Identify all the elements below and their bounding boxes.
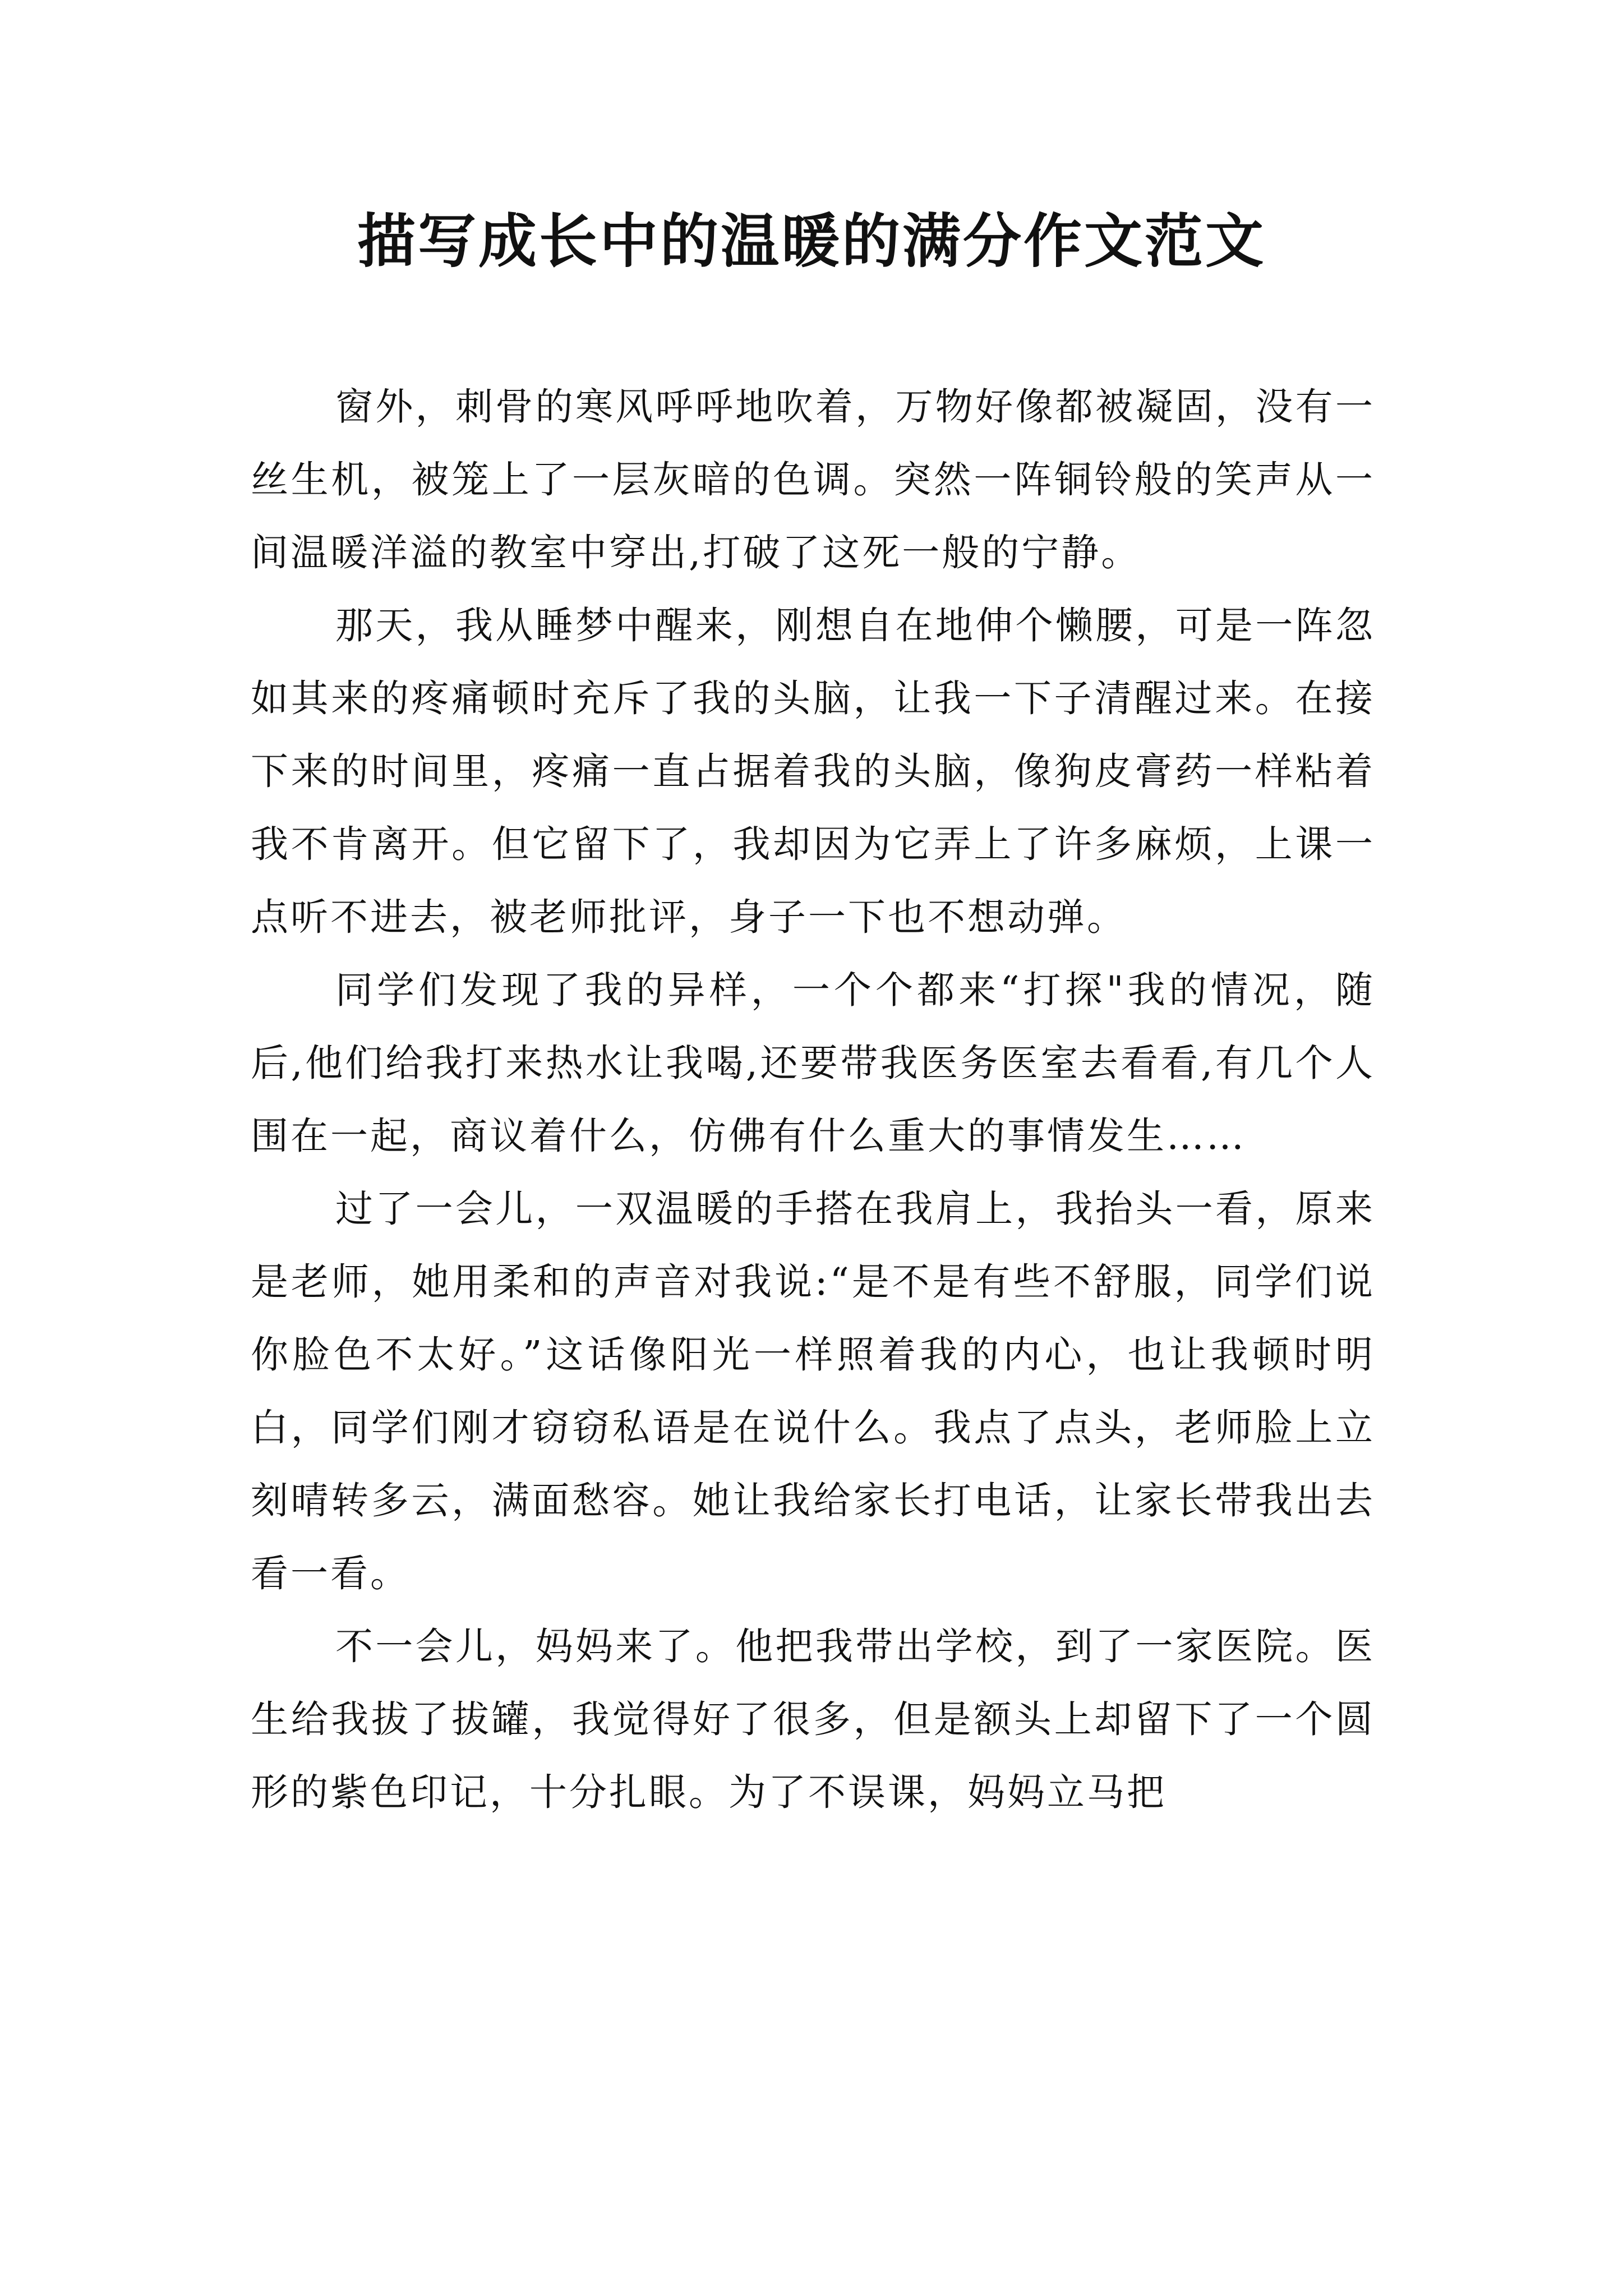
document-body [251,370,1375,1829]
document-title: 描写成长中的温暖的满分作文范文 [357,206,1266,275]
paragraph-2: 那天，我从睡梦中醒来，刚想自在地伸个懒腰，可是一阵忽如其来的疼痛顿时充斥了我的头脑，让我一下子清醒过来。在接下来的时间里，疼痛一直占据着我的头脑，像狗皮膏药一样粘着我不肯离开。但它留下了，我却因为它弄上了许多麻烦，上课一点听不进去，被老师批评，身子一下也不想动弹。 [251,604,1375,939]
paragraph-4: 过了一会儿，一双温暖的手搭在我肩上，我抬头一看，原来是老师，她用柔和的声音对我说:“是不是有些不舒服，同学们说你脸色不太好。”这话像阳光一样照着我的内心，也让我顿时明白，同学们刚才窃窃私语是在说什么。我点了点头，老师脸上立刻晴转多云，满面愁容。她让我给家长打电话，让家长带我出去看一看。 [251,1187,1375,1595]
paragraph-3: 同学们发现了我的异样，一个个都来“打探"我的情况，随后,他们给我打来热水让我喝,还要带我医务医室去看看,有几个人围在一起，商议着什么，仿佛有什么重大的事情发生…… [251,968,1375,1158]
paragraph-1: 窗外，刺骨的寒风呼呼地吹着，万物好像都被凝固，没有一丝生机，被笼上了一层灰暗的色调。突然一阵铜铃般的笑声从一间温暖洋溢的教室中穿出,打破了这死一般的宁静。 [251,385,1375,574]
paragraph-5: 不一会儿，妈妈来了。他把我带出学校，到了一家医院。医生给我拔了拔罐，我觉得好了很多，但是额头上却留下了一个圆形的紫色印记，十分扎眼。为了不误课，妈妈立马把 [251,1625,1375,1814]
